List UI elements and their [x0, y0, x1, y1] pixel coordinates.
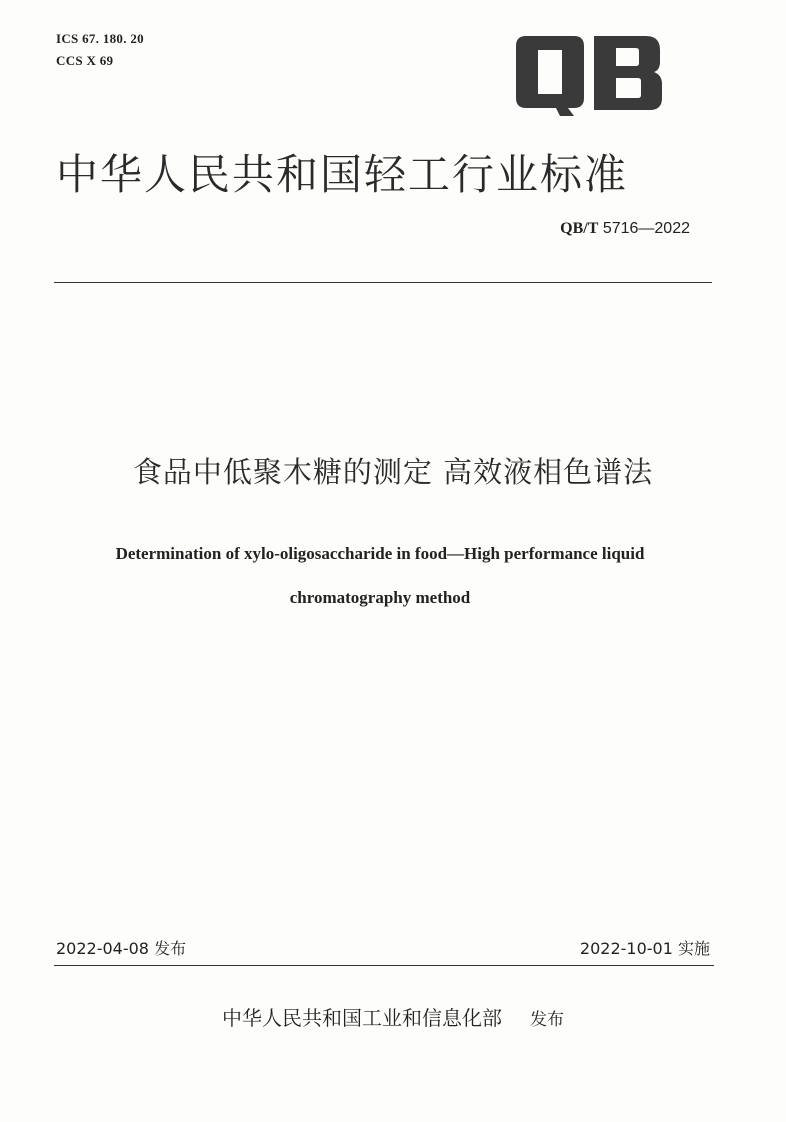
- standard-category-title: 中华人民共和国轻工行业标准: [56, 150, 629, 199]
- english-title-line-1: Determination of xylo-oligosaccharide in food—High performance liquid: [115, 544, 645, 563]
- publisher-action: 发布: [530, 1010, 564, 1030]
- publisher-line: [0, 1002, 786, 1031]
- ics-code: ICS 67. 180. 20: [56, 31, 144, 46]
- implementation-date: 2022-10-01 实施: [579, 939, 710, 958]
- chinese-title: 食品中低聚木糖的测定 高效液相色谱法: [132, 455, 654, 489]
- top-divider: [54, 282, 712, 283]
- ccs-code: CCS X 69: [56, 53, 114, 68]
- standard-number-prefix: QB/T: [560, 220, 599, 237]
- english-title-line-2: chromatography method: [289, 588, 471, 607]
- bottom-divider: [54, 965, 714, 966]
- standard-number: [560, 220, 690, 238]
- publisher-name: 中华人民共和国工业和信息化部: [222, 1006, 502, 1030]
- qb-logo: [516, 36, 662, 118]
- issue-date: 2022-04-08 发布: [56, 939, 187, 958]
- standard-number-value: 5716—2022: [602, 220, 690, 237]
